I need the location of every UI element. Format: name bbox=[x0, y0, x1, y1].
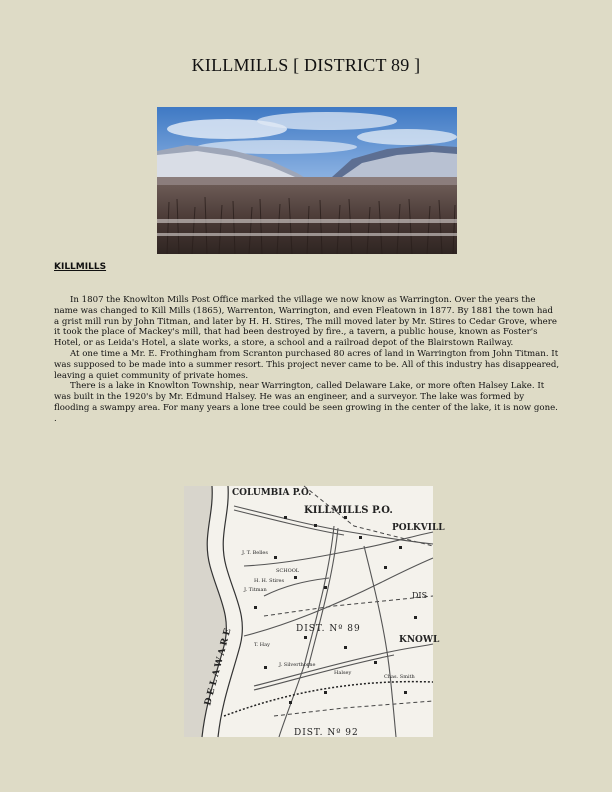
historic-map bbox=[184, 486, 445, 738]
map-label-polkville: POLKVILL bbox=[392, 523, 445, 533]
page-title: KILLMILLS [ DISTRICT 89 ] bbox=[191, 55, 421, 75]
section-heading: KILLMILLS bbox=[54, 262, 107, 272]
map-label-school: SCHOOL bbox=[276, 568, 300, 574]
map-label-hayes: T. Hay bbox=[254, 642, 270, 648]
article-body bbox=[54, 295, 560, 425]
map-label-columbia: COLUMBIA P.O. bbox=[232, 488, 312, 498]
landscape-photo bbox=[157, 107, 457, 254]
paragraph-lake: There is a lake in Knowlton Township, near Warrington, called Delaware Lake, or more often Halsey Lake. It was built in the 1920's by Mr. Edmund Halsey. He was an engineer, and a surveyor. The lake was formed by flooding a swampy area. For many years a lone tree could be seen growing in the center of the lake, it is now gone. bbox=[54, 381, 558, 413]
paragraph-history: In 1807 the Knowlton Mills Post Office marked the village we now know as Warrington. Over the years the name was changed to Kill Mills (1865), Warrenton, Warrington, and even Fleatown in 1877. By 1881 the town had a grist mill run by John Titman, and later by H. H. Stires, The mill moved later by Mr. Stires to Cedar Grove, where it took the place of Mackey's mill, that had been destroyed by fire., a tavern, a public house, known as Foster's Hotel, or as Leida's Hotel, a slate works, a store, a school and a railroad depot of the Blairstown Railway. bbox=[54, 295, 557, 349]
map-label-dist89: DIST. Nº 89 bbox=[296, 624, 361, 634]
map-label-killmills: KILLMILLS P.O. bbox=[304, 505, 393, 516]
map-label-smith: Chas. Smith bbox=[384, 674, 415, 680]
map-label-dist92: DIST. Nº 92 bbox=[294, 728, 359, 738]
map-label-silverthorne: J. Silverthorne bbox=[279, 662, 316, 668]
map-label-knowlton: KNOWL bbox=[399, 635, 440, 645]
map-label-belles: J. T. Belles bbox=[242, 550, 268, 556]
map-label-titman: J. Titman bbox=[244, 587, 267, 593]
paragraph-frothingham: At one time a Mr. E. Frothingham from Scranton purchased 80 acres of land in Warrington from John Titman. It was supposed to be made into a summer resort. This project never came to be. All of this industry has disappeared, leaving a quiet community of private homes. bbox=[54, 348, 560, 381]
map-label-halsey: Halsey bbox=[334, 670, 352, 676]
paragraph-dot: . bbox=[54, 413, 57, 424]
map-label-river: DELAWARE bbox=[203, 624, 235, 707]
map-label-stires: H. H. Stires bbox=[254, 578, 285, 584]
map-label-dis: DIS bbox=[412, 591, 428, 600]
